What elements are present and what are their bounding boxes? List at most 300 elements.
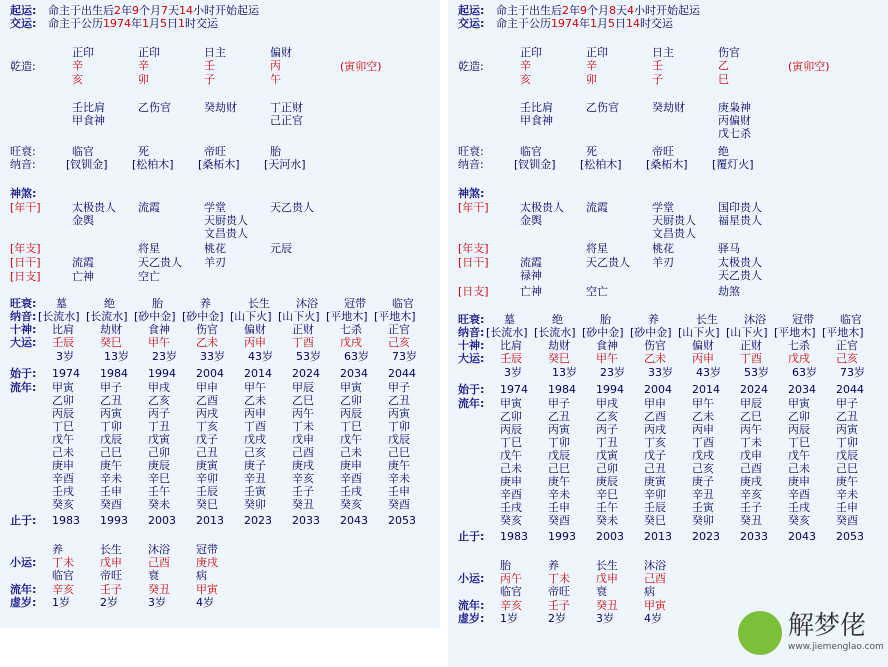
xiaoyun-state2: 临官 <box>500 585 522 598</box>
qiyun-part: 9 <box>132 4 139 17</box>
dy-wangshuai: 绝 <box>552 313 563 326</box>
shensha-item: 羊刃 <box>204 256 226 269</box>
liunian-cell: 癸丑 <box>740 514 762 527</box>
xiaoyun: 丁未 <box>548 572 570 585</box>
liunian-cell: 甲申 <box>644 397 666 410</box>
dayun: 癸巳 <box>100 336 122 349</box>
liunian-cell: 戊寅 <box>596 449 618 462</box>
shensha-item: 学堂 <box>652 201 674 214</box>
liunian-cell: 甲辰 <box>292 381 314 394</box>
ri-gan-label: [日干] <box>10 256 41 269</box>
hidden-stem: 癸劫财 <box>204 101 237 114</box>
liunian-cell: 癸亥 <box>340 498 362 511</box>
dy-wangshuai: 长生 <box>696 313 718 326</box>
liunian-cell: 乙未 <box>692 410 714 423</box>
liunian-cell: 甲寅 <box>52 381 74 394</box>
liunian-cell: 丙寅 <box>548 423 570 436</box>
shishen: 偏财 <box>244 323 266 336</box>
liunian-cell: 丙申 <box>692 423 714 436</box>
shishen-label: 十神: <box>10 323 37 336</box>
liunian-cell: 壬申 <box>548 501 570 514</box>
liunian-cell: 戊子 <box>644 449 666 462</box>
liunian-cell: 丙申 <box>244 407 266 420</box>
liunian-cell: 戊辰 <box>836 449 858 462</box>
dayun-age: 53岁 <box>296 350 321 363</box>
shensha-item: 将星 <box>586 242 608 255</box>
xiaoyun-state2: 临官 <box>52 569 74 582</box>
end-year: 1983 <box>52 514 80 527</box>
dayun-label: 大运: <box>10 336 37 349</box>
dy-nayin: [长流水] <box>86 310 128 323</box>
jiaoyun-label: 交运: <box>458 17 485 30</box>
shishen: 比肩 <box>52 323 74 336</box>
liunian-cell: 甲寅 <box>340 381 362 394</box>
dayun: 甲午 <box>148 336 170 349</box>
liunian-cell: 癸丑 <box>292 498 314 511</box>
wangshuai-label: 旺衰: <box>458 145 484 158</box>
liunian-cell: 己卯 <box>148 446 170 459</box>
shensha-item: 羊刃 <box>652 256 674 269</box>
liunian-cell: 壬子 <box>292 485 314 498</box>
dayun: 己亥 <box>836 352 858 365</box>
xiaoyun-state: 长生 <box>100 543 122 556</box>
dayun-age: 53岁 <box>744 366 769 379</box>
jiaoyun-part: 1974 <box>551 17 579 30</box>
dy-nayin: [砂中金] <box>582 326 624 339</box>
qiyun-part: 小时开始起运 <box>634 4 700 17</box>
dy-nayin: [平地木] <box>326 310 368 323</box>
dy-wangshuai: 墓 <box>56 297 67 310</box>
dayun-age: 43岁 <box>248 350 273 363</box>
shensha-item: 将星 <box>138 242 160 255</box>
ten-god: 日主 <box>204 46 226 59</box>
xusui: 4岁 <box>196 596 214 609</box>
dayun: 丙申 <box>692 352 714 365</box>
liunian-cell: 己丑 <box>644 462 666 475</box>
shensha-item: 国印贵人 <box>718 201 762 214</box>
xiaoyun-state2: 病 <box>196 569 207 582</box>
liunian-cell: 戊午 <box>52 433 74 446</box>
liunian-cell: 乙巳 <box>740 410 762 423</box>
dayun-age: 73岁 <box>392 350 417 363</box>
liunian-cell: 丙午 <box>292 407 314 420</box>
liunian2: 癸丑 <box>148 583 170 596</box>
shensha-item: 流霞 <box>520 256 542 269</box>
liunian-label: 流年: <box>458 397 485 410</box>
liunian-cell: 丁卯 <box>836 436 858 449</box>
liunian-cell: 戊寅 <box>148 433 170 446</box>
liunian-cell: 辛酉 <box>52 472 74 485</box>
liunian-cell: 乙丑 <box>836 410 858 423</box>
jiaoyun-part: 年 <box>579 17 590 30</box>
liunian-cell: 壬午 <box>596 501 618 514</box>
hidden-stem: 戊七杀 <box>718 127 751 140</box>
xiaoyun-state: 养 <box>548 559 559 572</box>
liunian-cell: 壬辰 <box>196 485 218 498</box>
shishen-label: 十神: <box>458 339 485 352</box>
liunian-cell: 甲午 <box>244 381 266 394</box>
liunian-cell: 乙酉 <box>196 394 218 407</box>
earthly-branch: 子 <box>652 73 663 86</box>
dy-nayin: [长流水] <box>534 326 576 339</box>
xiaoyun-state: 长生 <box>596 559 618 572</box>
nayin: [钗钏金] <box>66 158 108 171</box>
liunian-cell: 庚午 <box>836 475 858 488</box>
xiaoyun: 己酉 <box>148 556 170 569</box>
shiyu-label: 始于: <box>10 367 37 380</box>
nayin-label: 纳音: <box>458 158 484 171</box>
dayun: 己亥 <box>388 336 410 349</box>
liunian-cell: 乙亥 <box>596 410 618 423</box>
kong-wang: (寅卯空) <box>788 60 830 73</box>
xiaoyun: 戊申 <box>596 572 618 585</box>
liunian2: 甲寅 <box>644 599 666 612</box>
right-chart-panel <box>448 0 888 667</box>
xiaoyun-state2: 病 <box>644 585 655 598</box>
xusui: 2岁 <box>548 612 566 625</box>
xiaoyun-state2: 帝旺 <box>548 585 570 598</box>
shishen: 伤官 <box>196 323 218 336</box>
dayun-label: 大运: <box>458 352 485 365</box>
heavenly-stem: 辛 <box>520 59 531 72</box>
liunian-cell: 戊戌 <box>244 433 266 446</box>
dy-wangshuai: 养 <box>648 313 659 326</box>
liunian-cell: 戊戌 <box>692 449 714 462</box>
liunian-cell: 丙寅 <box>100 407 122 420</box>
xusui: 1岁 <box>52 596 70 609</box>
liunian-cell: 戊午 <box>500 449 522 462</box>
hidden-stem: 丙偏财 <box>718 114 751 127</box>
jiaoyun-part: 14 <box>626 17 640 30</box>
liunian2: 癸丑 <box>596 599 618 612</box>
jiaoyun-part: 日 <box>615 17 626 30</box>
nayin: [覆灯火] <box>712 158 754 171</box>
liunian-cell: 己丑 <box>196 446 218 459</box>
nian-zhi-label: [年支] <box>458 242 489 255</box>
shensha-item: 太极贵人 <box>72 201 116 214</box>
ten-god: 日主 <box>652 46 674 59</box>
shensha-item: 天乙贵人 <box>138 256 182 269</box>
start-year: 1994 <box>148 367 176 380</box>
jiaoyun-label: 交运: <box>10 17 37 30</box>
liunian-cell: 癸卯 <box>244 498 266 511</box>
watermark-logo <box>738 609 884 657</box>
dayun-age: 13岁 <box>552 366 577 379</box>
liunian-cell: 戊午 <box>340 433 362 446</box>
liunian-cell: 壬申 <box>836 501 858 514</box>
liunian-cell: 己巳 <box>548 462 570 475</box>
dy-wangshuai: 临官 <box>392 297 414 310</box>
jiaoyun-part: 1 <box>178 17 185 30</box>
xiaoyun-state: 沐浴 <box>644 559 666 572</box>
wangshuai: 死 <box>586 145 597 158</box>
liunian-cell: 己巳 <box>388 446 410 459</box>
liunian-cell: 癸酉 <box>548 514 570 527</box>
shensha-item: 太极贵人 <box>520 201 564 214</box>
wangshuai: 临官 <box>72 145 94 158</box>
ten-god: 偏财 <box>270 46 292 59</box>
ten-god: 正印 <box>520 46 542 59</box>
qiyun-part: 年 <box>569 4 580 17</box>
nian-gan-label: [年干] <box>10 201 41 214</box>
qiyun-part: 2 <box>114 4 121 17</box>
shishen: 食神 <box>148 323 170 336</box>
liunian-cell: 庚午 <box>548 475 570 488</box>
end-year: 2053 <box>836 530 864 543</box>
liunian-cell: 癸未 <box>596 514 618 527</box>
hidden-stem: 丁正财 <box>270 101 303 114</box>
start-year: 2024 <box>740 383 768 396</box>
dayun: 乙未 <box>644 352 666 365</box>
nian-zhi-label: [年支] <box>10 242 41 255</box>
liunian-cell: 癸卯 <box>692 514 714 527</box>
dy-nayin: [砂中金] <box>134 310 176 323</box>
liunian-cell: 癸亥 <box>788 514 810 527</box>
liunian-cell: 甲辰 <box>740 397 762 410</box>
liunian2: 壬子 <box>100 583 122 596</box>
heavenly-stem: 丙 <box>270 59 281 72</box>
nayin: [松柏木] <box>132 158 174 171</box>
start-year: 1984 <box>548 383 576 396</box>
liunian-cell: 甲子 <box>388 381 410 394</box>
start-year: 2034 <box>340 367 368 380</box>
shishen: 偏财 <box>692 339 714 352</box>
dy-wangshuai: 冠带 <box>344 297 366 310</box>
dy-nayin: [砂中金] <box>630 326 672 339</box>
dayun: 乙未 <box>196 336 218 349</box>
shishen: 比肩 <box>500 339 522 352</box>
xusui-label: 虚岁: <box>10 596 37 609</box>
liunian-cell: 辛巳 <box>148 472 170 485</box>
jiaoyun-part: 1974 <box>103 17 131 30</box>
qiyun-part: 4 <box>627 4 634 17</box>
dy-nayin: [山下火] <box>230 310 272 323</box>
liunian-cell: 丁酉 <box>244 420 266 433</box>
liunian-cell: 丁丑 <box>596 436 618 449</box>
liunian-cell: 丙子 <box>148 407 170 420</box>
liunian-cell: 乙未 <box>244 394 266 407</box>
shishen: 正官 <box>388 323 410 336</box>
wangshuai: 绝 <box>718 145 729 158</box>
liunian-cell: 壬午 <box>148 485 170 498</box>
end-year: 2013 <box>644 530 672 543</box>
shensha-item: 元辰 <box>270 242 292 255</box>
liunian-cell: 己未 <box>52 446 74 459</box>
dayun: 丙申 <box>244 336 266 349</box>
shensha-item: 天乙贵人 <box>586 256 630 269</box>
qiyun-part: 年 <box>121 4 132 17</box>
liunian-cell: 丙戌 <box>644 423 666 436</box>
liunian-cell: 乙卯 <box>500 410 522 423</box>
earthly-branch: 子 <box>204 73 215 86</box>
xiaoyun-label: 小运: <box>10 556 37 569</box>
liunian-cell: 丙辰 <box>788 423 810 436</box>
liunian-cell: 壬子 <box>740 501 762 514</box>
dy-wangshuai: 冠带 <box>792 313 814 326</box>
liunian-cell: 壬戌 <box>500 501 522 514</box>
shensha-item: 学堂 <box>204 201 226 214</box>
start-year: 2044 <box>836 383 864 396</box>
end-year: 2013 <box>196 514 224 527</box>
dy-nayin: [砂中金] <box>182 310 224 323</box>
liunian-cell: 乙卯 <box>340 394 362 407</box>
shensha-item: 空亡 <box>138 270 160 283</box>
kong-wang: (寅卯空) <box>340 60 382 73</box>
liunian-cell: 癸亥 <box>500 514 522 527</box>
start-year: 2044 <box>388 367 416 380</box>
start-year: 1974 <box>500 383 528 396</box>
nayin: [桑柘木] <box>198 158 240 171</box>
shishen: 食神 <box>596 339 618 352</box>
liunian-cell: 丙辰 <box>500 423 522 436</box>
liunian-cell: 庚子 <box>244 459 266 472</box>
shensha-item: 禄神 <box>520 269 542 282</box>
shensha-item: 天乙贵人 <box>718 269 762 282</box>
liunian-cell: 己酉 <box>292 446 314 459</box>
liunian-cell: 辛酉 <box>500 488 522 501</box>
nayin-label: 纳音: <box>10 158 36 171</box>
shensha-item: 天厨贵人 <box>652 214 696 227</box>
earthly-branch: 午 <box>270 73 281 86</box>
liunian-cell: 庚辰 <box>596 475 618 488</box>
liunian-cell: 戊辰 <box>388 433 410 446</box>
liunian-cell: 癸巳 <box>644 514 666 527</box>
liunian-cell: 丁巳 <box>500 436 522 449</box>
dayun-age: 73岁 <box>840 366 865 379</box>
liunian-cell: 辛卯 <box>196 472 218 485</box>
shishen: 劫财 <box>548 339 570 352</box>
shensha-label: 神煞: <box>458 187 485 200</box>
liunian-cell: 丁卯 <box>548 436 570 449</box>
xiaoyun-state: 沐浴 <box>148 543 170 556</box>
earthly-branch: 巳 <box>718 73 729 86</box>
heavenly-stem: 壬 <box>204 59 215 72</box>
xusui: 3岁 <box>596 612 614 625</box>
dayun-age: 3岁 <box>56 350 74 363</box>
shensha-item: 劫煞 <box>718 285 740 298</box>
liunian-cell: 壬戌 <box>788 501 810 514</box>
end-year: 2033 <box>292 514 320 527</box>
earthly-branch: 亥 <box>72 73 83 86</box>
shensha-item: 福星贵人 <box>718 214 762 227</box>
shishen: 正财 <box>292 323 314 336</box>
liunian-cell: 己未 <box>500 462 522 475</box>
end-year: 1993 <box>548 530 576 543</box>
start-year: 2024 <box>292 367 320 380</box>
liunian-cell: 癸酉 <box>388 498 410 511</box>
jiaoyun-part: 日 <box>167 17 178 30</box>
dayun-age: 33岁 <box>200 350 225 363</box>
liunian-cell: 庚子 <box>692 475 714 488</box>
qiyun-label: 起运: <box>10 4 37 17</box>
liunian-cell: 壬申 <box>388 485 410 498</box>
liunian-cell: 丁卯 <box>100 420 122 433</box>
start-year: 1974 <box>52 367 80 380</box>
liunian-cell: 乙亥 <box>148 394 170 407</box>
dy-wangshuai: 胎 <box>600 313 611 326</box>
liunian-cell: 庚戌 <box>740 475 762 488</box>
dy-wangshuai: 沐浴 <box>296 297 318 310</box>
wangshuai: 临官 <box>520 145 542 158</box>
liunian-cell: 己卯 <box>596 462 618 475</box>
liunian-cell: 戊子 <box>196 433 218 446</box>
end-year: 2023 <box>244 514 272 527</box>
shensha-item: 亡神 <box>72 270 94 283</box>
xiaoyun: 戊申 <box>100 556 122 569</box>
hidden-stem: 壬比肩 <box>520 101 553 114</box>
liunian-cell: 甲子 <box>836 397 858 410</box>
liunian-cell: 辛丑 <box>692 488 714 501</box>
shensha-item: 太极贵人 <box>718 256 762 269</box>
nayin: [天河水] <box>264 158 306 171</box>
hidden-stem: 己正官 <box>270 114 303 127</box>
ten-god: 伤官 <box>718 46 740 59</box>
shensha-item: 空亡 <box>586 285 608 298</box>
liunian-cell: 甲午 <box>692 397 714 410</box>
shensha-item: 流霞 <box>72 256 94 269</box>
dy-wangshuai: 绝 <box>104 297 115 310</box>
xiaoyun-label: 小运: <box>458 572 485 585</box>
heavenly-stem: 辛 <box>138 59 149 72</box>
end-year: 2023 <box>692 530 720 543</box>
liunian-cell: 己未 <box>788 462 810 475</box>
liunian-cell: 壬戌 <box>340 485 362 498</box>
liunian-cell: 乙卯 <box>788 410 810 423</box>
dayun-age: 3岁 <box>504 366 522 379</box>
shishen: 七杀 <box>340 323 362 336</box>
wangshuai: 胎 <box>270 145 281 158</box>
jiaoyun-part: 时交运 <box>640 17 673 30</box>
qiyun-part: 命主于出生后 <box>496 4 562 17</box>
liunian-cell: 丙辰 <box>52 407 74 420</box>
liunian-cell: 丁巳 <box>52 420 74 433</box>
xiaoyun-state: 养 <box>52 543 63 556</box>
heavenly-stem: 辛 <box>72 59 83 72</box>
liunian-cell: 己酉 <box>740 462 762 475</box>
liunian2-label: 流年: <box>458 599 485 612</box>
qianzao-label: 乾造: <box>458 60 484 73</box>
shishen: 正财 <box>740 339 762 352</box>
qiyun-part: 天 <box>616 4 627 17</box>
xiaoyun-state2: 帝旺 <box>100 569 122 582</box>
end-year: 2003 <box>596 530 624 543</box>
qiyun-part: 8 <box>609 4 616 17</box>
dy-wangshuai: 养 <box>200 297 211 310</box>
liunian-cell: 丁未 <box>740 436 762 449</box>
dayun: 戊戌 <box>788 352 810 365</box>
xiaoyun-state2: 衰 <box>148 569 159 582</box>
liunian-cell: 癸酉 <box>100 498 122 511</box>
jiaoyun-part: 月 <box>149 17 160 30</box>
liunian-cell: 甲申 <box>196 381 218 394</box>
earthly-branch: 卯 <box>138 73 149 86</box>
dy-nayin: [山下火] <box>278 310 320 323</box>
liunian-cell: 戊辰 <box>100 433 122 446</box>
watermark-url: www.jiemenglao.com <box>788 642 884 652</box>
xusui: 3岁 <box>148 596 166 609</box>
shensha-item: 金舆 <box>72 214 94 227</box>
dy-wangshuai-label: 旺衰: <box>458 313 485 326</box>
xusui: 1岁 <box>500 612 518 625</box>
jiaoyun-part: 1 <box>590 17 597 30</box>
shishen: 七杀 <box>788 339 810 352</box>
liunian-cell: 乙丑 <box>548 410 570 423</box>
end-year: 2053 <box>388 514 416 527</box>
wangshuai-label: 旺衰: <box>10 145 36 158</box>
liunian-cell: 辛丑 <box>244 472 266 485</box>
liunian-cell: 戊申 <box>740 449 762 462</box>
qiyun-part: 9 <box>580 4 587 17</box>
